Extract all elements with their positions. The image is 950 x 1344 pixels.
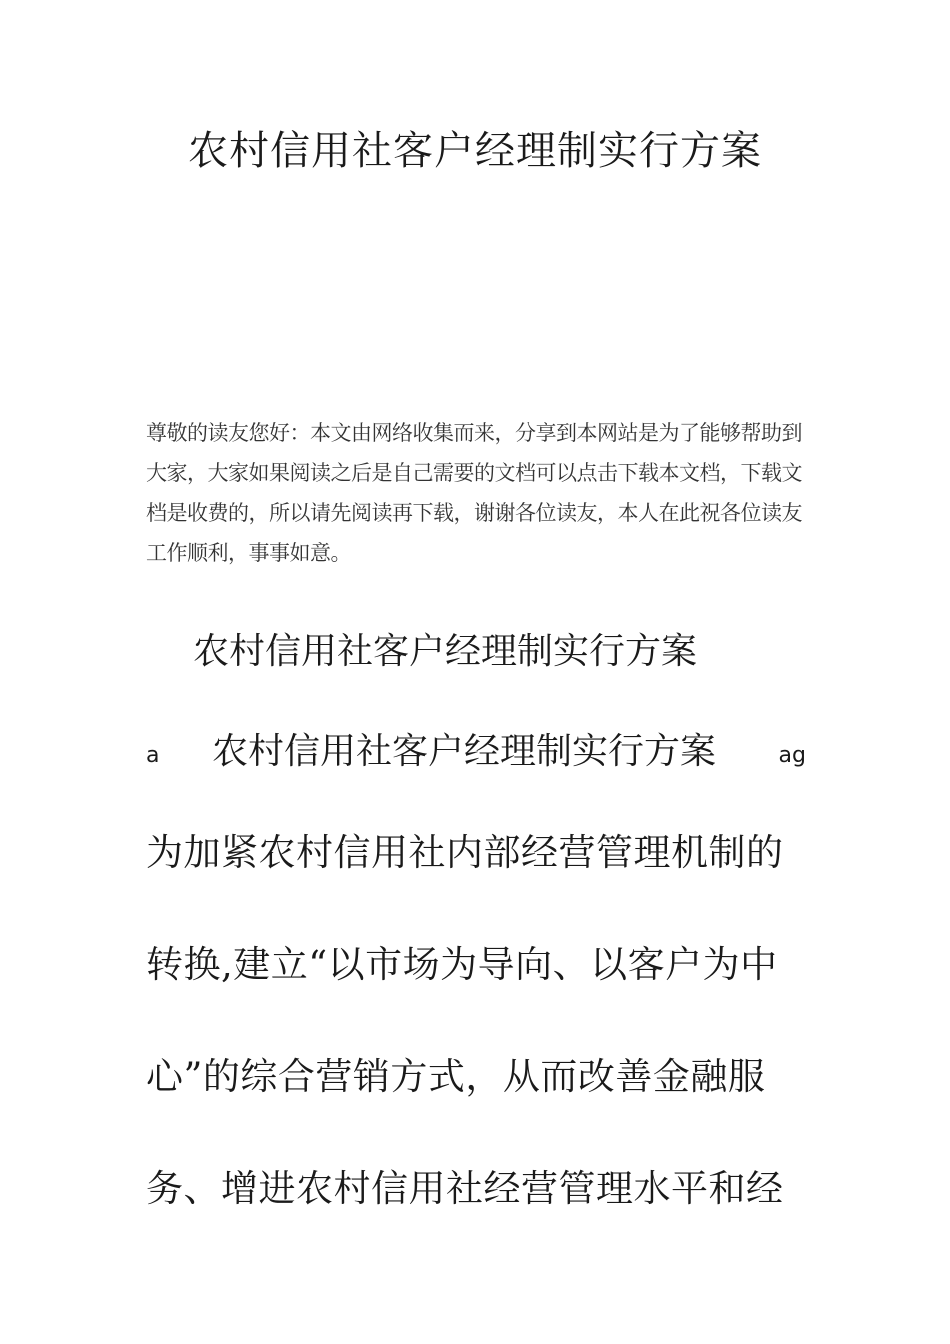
- body-line: 务、增进农村信用社经营管理水平和经: [146, 1167, 784, 1210]
- body-line: 为加紧农村信用社内部经营管理机制的: [146, 831, 784, 874]
- body-line: 转换,建立“以市场为导向、以客户为中: [146, 943, 778, 986]
- heading-left-marker: a: [146, 743, 160, 768]
- document-title: 农村信用社客户经理制实行方案: [188, 128, 762, 174]
- body-paragraph: [146, 828, 810, 1276]
- document-subtitle: 农村信用社客户经理制实行方案: [193, 631, 698, 672]
- body-line: 心”的综合营销方式，从而改善金融服: [146, 1055, 766, 1098]
- section-heading: [146, 727, 810, 781]
- reader-notice: 尊敬的读友您好：本文由网络收集而来，分享到本网站是为了能够帮助到大家，大家如果阅读之后是自己需要的文档可以点击下载本文档，下载文档是收费的，所以请先阅读再下载，谢谢各位读友，本人在此祝各位读友工作顺利，事事如意。: [146, 421, 802, 565]
- heading-text: 农村信用社客户经理制实行方案: [212, 731, 717, 772]
- heading-right-marker: ag: [778, 743, 806, 768]
